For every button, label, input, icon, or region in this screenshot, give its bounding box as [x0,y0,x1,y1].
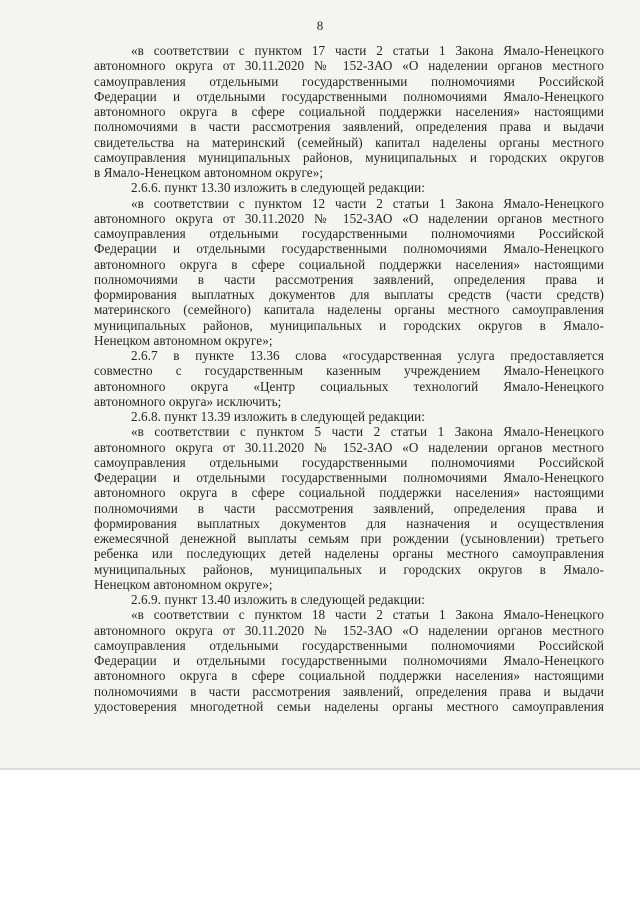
text-line: автономного округа в сфере социальной поддержки населения» настоящими [94,104,604,119]
text-line: формирования выплатных документов для выплаты средств (части средств) [94,287,604,302]
text-line: Федерации и отдельными государственными полномочиями Ямало-Ненецкого [94,88,604,104]
text-line: самоуправления отдельными государственными полномочиями Российской [94,73,604,89]
text-line: 2.6.8. пункт 13.39 изложить в следующей редакции: [131,409,425,424]
text-line: 2.6.6. пункт 13.30 изложить в следующей редакции: [131,180,425,196]
text-line: автономного округа от 30.11.2020 № 152-ЗАО «О наделении органов местного [94,622,604,638]
page-edge [0,768,640,770]
text-line: автономного округа «Центр социальных технологий Ямало-Ненецкого [94,378,604,394]
text-line: автономного округа от 30.11.2020 № 152-ЗАО «О наделении органов местного [94,58,604,74]
text-line: «в соответствии с пунктом 18 части 2 статьи 1 Закона Ямало-Ненецкого [131,607,604,623]
text-line: 2.6.7 в пункте 13.36 слова «государственная услуга предоставляется [131,348,604,363]
document-body [94,43,604,714]
text-line: самоуправления отдельными государственными полномочиями Российской [94,637,604,653]
text-line: ребенка или последующих детей наделены органы местного самоуправления [94,546,604,562]
text-line: 2.6.9. пункт 13.40 изложить в следующей редакции: [131,592,425,607]
text-line: полномочиями в части рассмотрения заявлений, определения права и выдачи [94,683,604,699]
text-line: самоуправления отдельными государственными полномочиями Российской [94,454,604,470]
text-line: полномочиями в части рассмотрения заявлений, определения права и [94,271,604,287]
text-line: муниципальных районов, муниципальных и городских округов в Ямало- [94,561,604,577]
page-number: 8 [316,18,324,33]
text-line: ежемесячной денежной выплаты семьям при рождении (усыновлении) третьего [94,531,604,546]
text-line: автономного округа в сфере социальной поддержки населения» настоящими [94,256,604,272]
text-line: материнского (семейного) капитала наделены органы местного самоуправления [94,302,604,318]
text-line: полномочиями в части рассмотрения заявлений, определения права и выдачи [94,119,604,135]
text-line: полномочиями в части рассмотрения заявлений, определения права и [94,500,604,516]
text-line: Ненецком автономном округе»; [94,576,273,592]
text-line: муниципальных районов, муниципальных и городских округов в Ямало- [94,317,604,333]
text-line: «в соответствии с пунктом 17 части 2 статьи 1 Закона Ямало-Ненецкого [131,43,604,58]
text-line: автономного округа от 30.11.2020 № 152-ЗАО «О наделении органов местного [94,439,604,455]
text-line: совместно с государственным казенным учреждением Ямало-Ненецкого [94,363,604,379]
text-line: автономного округа» исключить; [94,393,282,409]
text-line: «в соответствии с пунктом 5 части 2 статьи 1 Закона Ямало-Ненецкого [131,424,604,440]
text-line: удостоверения многодетной семьи наделены органы местного самоуправления [94,698,604,714]
text-line: Федерации и отдельными государственными полномочиями Ямало-Ненецкого [94,470,604,485]
text-line: формирования выплатных документов для назначения и осуществления [94,515,604,531]
text-line: автономного округа в сфере социальной поддержки населения» настоящими [94,668,604,684]
text-line: Ненецком автономном округе»; [94,332,273,348]
text-line: свидетельства на материнский (семейный) капитал наделены органы местного [94,134,604,150]
text-line: самоуправления муниципальных районов, муниципальных и городских округов [94,149,604,165]
text-line: автономного округа в сфере социальной поддержки населения» настоящими [94,485,604,501]
text-line: автономного округа от 30.11.2020 № 152-ЗАО «О наделении органов местного [94,210,604,226]
text-line: Федерации и отдельными государственными полномочиями Ямало-Ненецкого [94,241,604,257]
text-line: в Ямало-Ненецком автономном округе»; [94,165,324,180]
text-line: «в соответствии с пунктом 12 части 2 статьи 1 Закона Ямало-Ненецкого [131,195,604,211]
text-line: Федерации и отдельными государственными полномочиями Ямало-Ненецкого [94,653,604,668]
text-line: самоуправления отдельными государственными полномочиями Российской [94,226,604,241]
